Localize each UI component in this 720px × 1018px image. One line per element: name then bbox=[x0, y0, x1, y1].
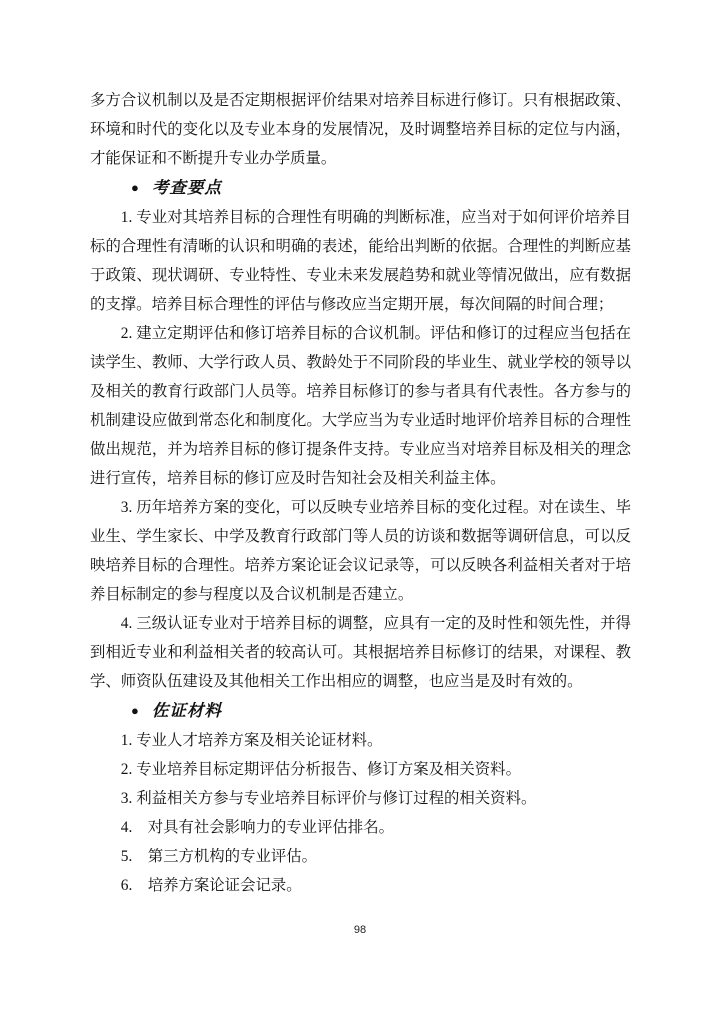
list-item-material-6: 6. 培养方案论证会记录。 bbox=[120, 877, 302, 894]
section-heading-supporting-materials bbox=[90, 696, 631, 726]
page-number: 98 bbox=[353, 924, 367, 936]
list-item-material-5: 5. 第三方机构的专业评估。 bbox=[120, 848, 318, 865]
section-heading-label: 佐证材料 bbox=[151, 701, 222, 720]
list-item-material-1: 1. 专业人才培养方案及相关论证材料。 bbox=[120, 732, 383, 749]
paragraph-point-2: 2. 建立定期评估和修订培养目标的合议机制。评估和修订的过程应当包括在读学生、教师、大学行政人员、教龄处于不同阶段的毕业生、就业学校的领导以及相关的教育行政部门人员等。培养目标修订的参与者具有代表性。各方参与的机制建设应做到常态化和制度化。大学应当为专业适时地评价培养目标的合理性做出规范，并为培养目标的修订提条件支持。专业应当对培养目标及相关的理念进行宣传，培养目标的修订应及时告知社会及相关利益主体。 bbox=[90, 325, 631, 487]
paragraph-point-3: 3. 历年培养方案的变化，可以反映专业培养目标的变化过程。对在读生、毕业生、学生家长、中学及教育行政部门等人员的访谈和数据等调研信息，可以反映培养目标的合理性。培养方案论证会议记录等，可以反映各利益相关者对于培养目标制定的参与程度以及合议机制是否建立。 bbox=[90, 499, 631, 603]
section-heading-examination-points bbox=[90, 173, 631, 203]
bullet-icon: ● bbox=[131, 703, 139, 718]
paragraph-point-1: 1. 专业对其培养目标的合理性有明确的判断标准，应当对于如何评价培养目标的合理性有清晰的认识和明确的表述，能给出判断的依据。合理性的判断应基于政策、现状调研、专业特性、专业未来发展趋势和就业等情况做出，应有数据的支撑。培养目标合理性的评估与修改应当定期开展，每次间隔的时间合理； bbox=[90, 209, 631, 313]
list-item-material-4: 4. 对具有社会影响力的专业评估排名。 bbox=[120, 819, 394, 836]
paragraph-point-4: 4. 三级认证专业对于培养目标的调整，应具有一定的及时性和领先性，并得到相近专业和利益相关者的较高认可。其根据培养目标修订的结果，对课程、教学、师资队伍建设及其他相关工作出相应的调整，也应当是及时有效的。 bbox=[90, 615, 631, 690]
paragraph-intro: 多方合议机制以及是否定期根据评价结果对培养目标进行修订。只有根据政策、环境和时代的变化以及专业本身的发展情况，及时调整培养目标的定位与内涵，才能保证和不断提升专业办学质量。 bbox=[90, 92, 631, 167]
page-content bbox=[90, 86, 631, 900]
list-item-material-2: 2. 专业培养目标定期评估分析报告、修订方案及相关资料。 bbox=[120, 761, 521, 778]
section-heading-label: 考查要点 bbox=[151, 178, 222, 197]
bullet-icon: ● bbox=[131, 180, 139, 195]
list-item-material-3: 3. 利益相关方参与专业培养目标评价与修订过程的相关资料。 bbox=[120, 790, 537, 807]
